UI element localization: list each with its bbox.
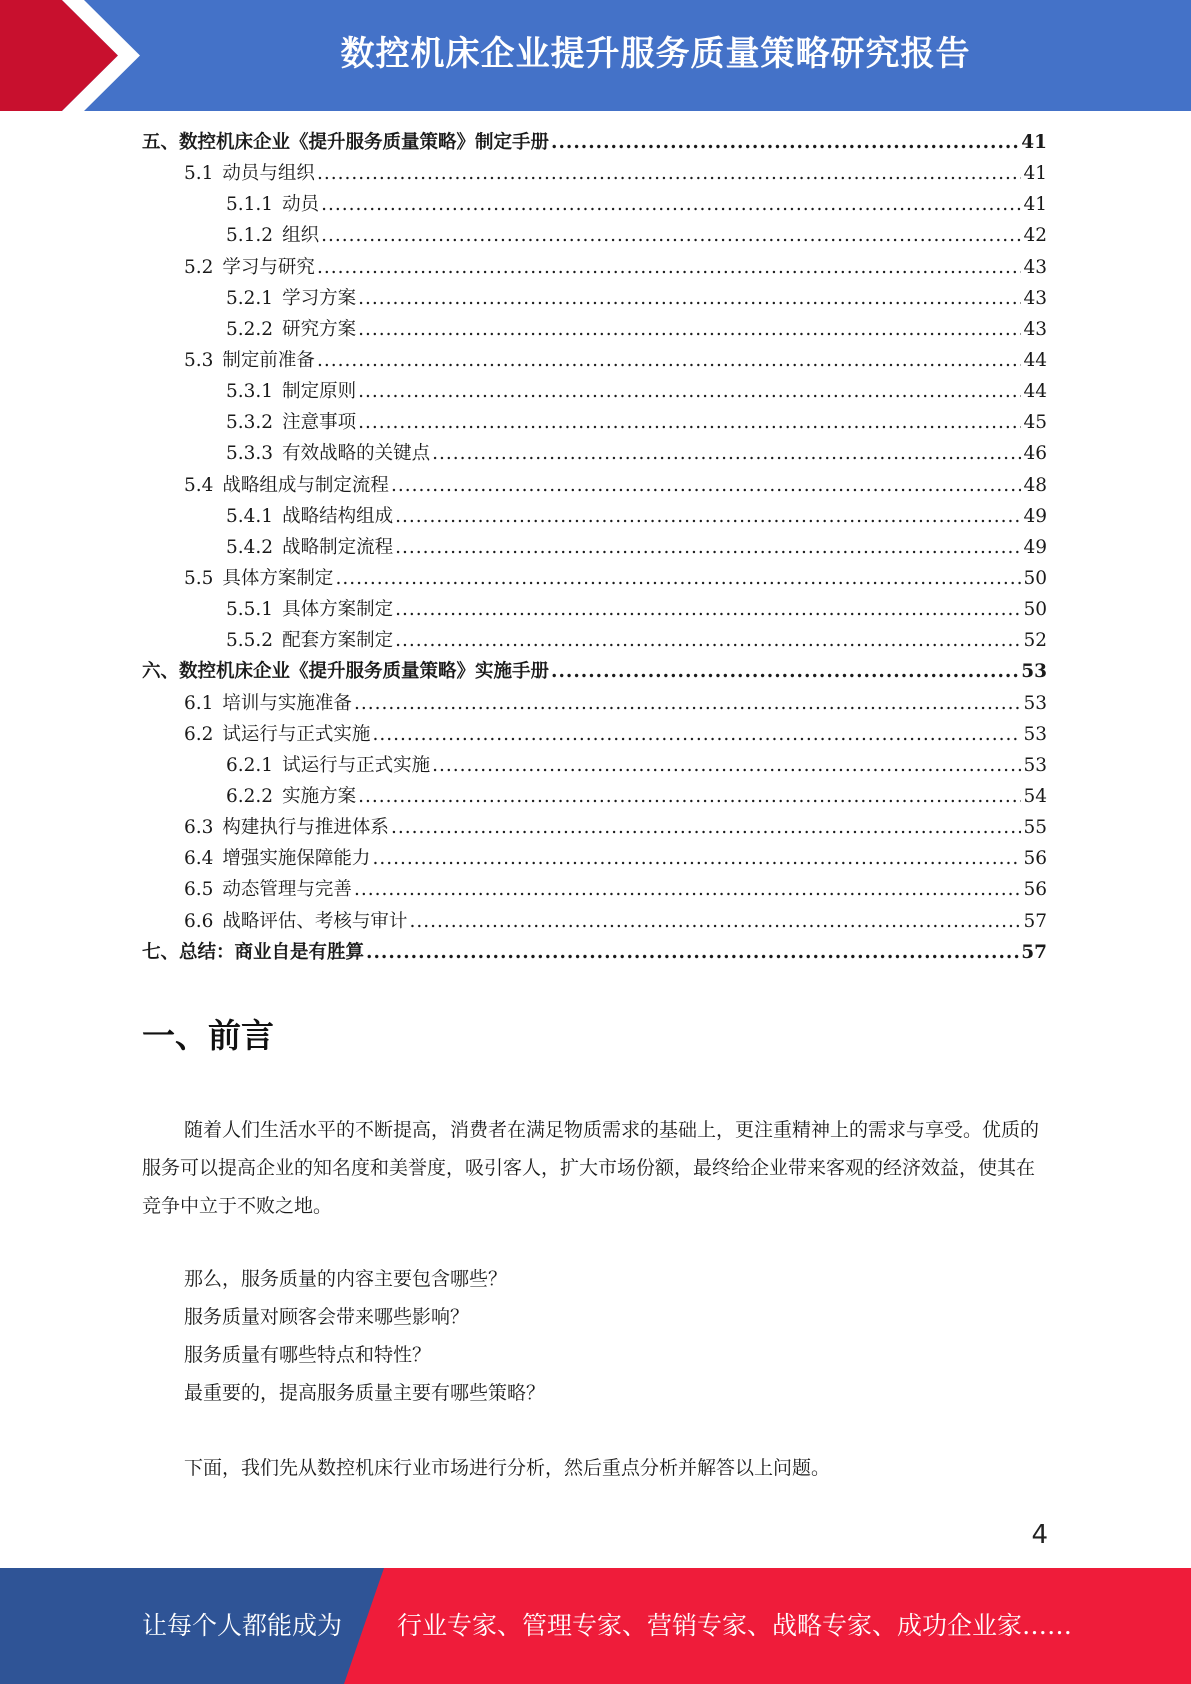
toc-entry[interactable]	[142, 159, 1047, 190]
toc-entry[interactable]	[142, 720, 1047, 751]
toc-dot-leader	[391, 817, 1022, 838]
toc-entry[interactable]	[142, 875, 1047, 906]
toc-entry-page: 57	[1021, 941, 1047, 963]
toc-entry-page: 56	[1023, 848, 1047, 870]
toc-entry-label: 研究方案	[282, 318, 357, 340]
toc-entry-number: 6.2	[184, 723, 214, 745]
toc-entry[interactable]	[142, 471, 1047, 502]
toc-dot-leader	[366, 942, 1019, 963]
toc-entry-page: 44	[1023, 381, 1047, 403]
toc-dot-leader	[354, 879, 1022, 900]
toc-dot-leader	[432, 443, 1021, 464]
page-header	[0, 0, 1191, 111]
toc-entry-number: 6.1	[184, 692, 214, 714]
toc-dot-leader	[358, 319, 1021, 340]
document-title: 数控机床企业提升服务质量策略研究报告	[340, 34, 971, 74]
toc-entry-number: 5.1.1	[226, 194, 274, 216]
page-number: 4	[1031, 1520, 1048, 1550]
toc-dot-leader	[317, 163, 1022, 184]
toc-dot-leader	[372, 724, 1021, 745]
toc-entry-number: 5.3.3	[226, 443, 274, 465]
question-line-1: 那么，服务质量的内容主要包含哪些？	[184, 1268, 508, 1290]
toc-entry-number: 6.6	[184, 910, 214, 932]
header-arrow-decoration	[0, 0, 160, 111]
toc-entry[interactable]	[142, 657, 1047, 688]
toc-entry[interactable]	[142, 595, 1047, 626]
toc-entry-number: 6.2.2	[226, 785, 274, 807]
toc-entry-page: 52	[1023, 630, 1047, 652]
toc-dot-leader	[395, 537, 1021, 558]
toc-entry-label: 培训与实施准备	[222, 692, 352, 714]
toc-entry-page: 45	[1023, 412, 1047, 434]
toc-entry-number: 5.2	[184, 256, 214, 278]
toc-entry-label: 七、总结：商业自是有胜算	[142, 941, 365, 963]
footer-slogan-right: 行业专家、管理专家、营销专家、战略专家、成功企业家……	[397, 1611, 1073, 1640]
toc-entry-label: 战略评估、考核与审计	[222, 910, 408, 932]
toc-dot-leader	[317, 257, 1022, 278]
toc-entry-number: 6.2.1	[226, 754, 274, 776]
toc-entry[interactable]	[142, 315, 1047, 346]
toc-dot-leader	[372, 848, 1021, 869]
toc-dot-leader	[358, 412, 1021, 433]
table-of-contents	[142, 128, 1047, 969]
closing-paragraph: 下面，我们先从数控机床行业市场进行分析，然后重点分析并解答以上问题。	[184, 1457, 831, 1479]
toc-dot-leader	[358, 381, 1021, 402]
toc-dot-leader	[335, 568, 1021, 589]
toc-entry-number: 5.3.2	[226, 412, 274, 434]
toc-entry-number: 5.5	[184, 567, 214, 589]
toc-entry[interactable]	[142, 439, 1047, 470]
intro-paragraph: 随着人们生活水平的不断提高，消费者在满足物质需求的基础上，更注重精神上的需求与享受。优质的服务可以提高企业的知名度和美誉度，吸引客人，扩大市场份额，最终给企业带来客观的经济效益，使其在竞争中立于不败之地。	[142, 1119, 1040, 1217]
toc-entry[interactable]	[142, 938, 1047, 969]
question-line-2: 服务质量对顾客会带来哪些影响？	[184, 1306, 470, 1328]
toc-entry-number: 5.4.2	[226, 536, 274, 558]
toc-entry-label: 战略结构组成	[282, 505, 394, 527]
toc-entry-label: 制定原则	[282, 381, 357, 403]
toc-entry[interactable]	[142, 689, 1047, 720]
toc-dot-leader	[395, 630, 1021, 651]
toc-entry-label: 构建执行与推进体系	[222, 817, 389, 839]
toc-dot-leader	[317, 350, 1022, 371]
toc-entry[interactable]	[142, 128, 1047, 159]
toc-entry[interactable]	[142, 626, 1047, 657]
toc-entry-label: 注意事项	[282, 412, 357, 434]
toc-entry-number: 5.1.2	[226, 225, 274, 247]
toc-entry-number: 5.3.1	[226, 381, 274, 403]
toc-entry-page: 56	[1023, 879, 1047, 901]
toc-entry-number: 6.5	[184, 879, 214, 901]
toc-entry-number: 6.4	[184, 848, 214, 870]
toc-entry[interactable]	[142, 253, 1047, 284]
toc-entry[interactable]	[142, 782, 1047, 813]
toc-entry-page: 41	[1023, 194, 1047, 216]
toc-entry-label: 动员与组织	[222, 163, 315, 185]
toc-entry-label: 实施方案	[282, 785, 357, 807]
toc-entry-number: 6.3	[184, 817, 214, 839]
toc-entry-page: 53	[1021, 661, 1047, 683]
toc-dot-leader	[354, 693, 1022, 714]
toc-entry-label: 组织	[282, 225, 320, 247]
toc-entry-label: 战略组成与制定流程	[222, 474, 389, 496]
toc-entry-number: 5.2.1	[226, 287, 274, 309]
toc-entry-number: 5.4.1	[226, 505, 274, 527]
toc-entry[interactable]	[142, 564, 1047, 595]
toc-entry-label: 具体方案制定	[282, 599, 394, 621]
toc-entry-label: 动态管理与完善	[222, 879, 352, 901]
toc-dot-leader	[409, 911, 1021, 932]
toc-entry-label: 战略制定流程	[282, 536, 394, 558]
toc-entry[interactable]	[142, 408, 1047, 439]
toc-entry-number: 5.5.1	[226, 599, 274, 621]
page-footer	[0, 1568, 1191, 1684]
toc-entry-page: 50	[1023, 567, 1047, 589]
toc-entry[interactable]	[142, 907, 1047, 938]
toc-entry-label: 动员	[282, 194, 320, 216]
toc-dot-leader	[321, 225, 1021, 246]
toc-entry-page: 57	[1023, 910, 1047, 932]
toc-entry-number: 5.1	[184, 163, 214, 185]
toc-entry-page: 53	[1023, 723, 1047, 745]
toc-entry-number: 5.5.2	[226, 630, 274, 652]
toc-entry-page: 42	[1023, 225, 1047, 247]
toc-entry-number: 5.2.2	[226, 318, 274, 340]
toc-entry[interactable]	[142, 377, 1047, 408]
question-line-4: 最重要的，提高服务质量主要有哪些策略？	[184, 1382, 546, 1404]
toc-entry-label: 学习与研究	[222, 256, 315, 278]
toc-entry-number: 5.4	[184, 474, 214, 496]
toc-entry-page: 54	[1023, 785, 1047, 807]
toc-entry[interactable]	[142, 346, 1047, 377]
toc-entry-page: 55	[1023, 817, 1047, 839]
toc-dot-leader	[321, 194, 1021, 215]
toc-entry[interactable]	[142, 813, 1047, 844]
toc-entry-page: 50	[1023, 599, 1047, 621]
toc-entry[interactable]	[142, 844, 1047, 875]
toc-entry-number: 5.3	[184, 349, 214, 371]
toc-entry[interactable]	[142, 190, 1047, 221]
toc-dot-leader	[551, 132, 1019, 153]
toc-entry-page: 43	[1023, 318, 1047, 340]
toc-entry-page: 53	[1023, 692, 1047, 714]
toc-entry-page: 53	[1023, 754, 1047, 776]
section-heading: 一、前言	[142, 1016, 274, 1055]
toc-entry[interactable]	[142, 221, 1047, 252]
toc-entry-label: 增强实施保障能力	[222, 848, 371, 870]
toc-entry-page: 43	[1023, 256, 1047, 278]
question-line-3: 服务质量有哪些特点和特性？	[184, 1344, 432, 1366]
toc-entry[interactable]	[142, 284, 1047, 315]
footer-slogan-left: 让每个人都能成为	[142, 1611, 343, 1640]
toc-dot-leader	[432, 755, 1021, 776]
toc-entry-page: 43	[1023, 287, 1047, 309]
toc-dot-leader	[391, 475, 1022, 496]
toc-entry-page: 48	[1023, 474, 1047, 496]
toc-entry-label: 试运行与正式实施	[282, 754, 431, 776]
toc-dot-leader	[395, 506, 1021, 527]
toc-entry-page: 41	[1021, 132, 1047, 153]
toc-entry-label: 五、数控机床企业《提升服务质量策略》制定手册	[142, 132, 550, 153]
toc-entry-label: 学习方案	[282, 287, 357, 309]
toc-entry-label: 具体方案制定	[222, 567, 334, 589]
toc-dot-leader	[551, 661, 1019, 682]
toc-entry-page: 46	[1023, 443, 1047, 465]
toc-dot-leader	[358, 786, 1021, 807]
toc-entry[interactable]	[142, 502, 1047, 533]
toc-entry-label: 制定前准备	[222, 349, 315, 371]
toc-entry[interactable]	[142, 751, 1047, 782]
toc-entry-page: 49	[1023, 536, 1047, 558]
toc-entry-label: 有效战略的关键点	[282, 443, 431, 465]
toc-entry[interactable]	[142, 533, 1047, 564]
toc-entry-label: 六、数控机床企业《提升服务质量策略》实施手册	[142, 661, 550, 683]
toc-dot-leader	[395, 599, 1021, 620]
toc-dot-leader	[358, 288, 1021, 309]
toc-entry-page: 41	[1023, 163, 1047, 185]
toc-entry-label: 配套方案制定	[282, 630, 394, 652]
toc-entry-page: 44	[1023, 349, 1047, 371]
toc-entry-page: 49	[1023, 505, 1047, 527]
toc-entry-label: 试运行与正式实施	[222, 723, 371, 745]
